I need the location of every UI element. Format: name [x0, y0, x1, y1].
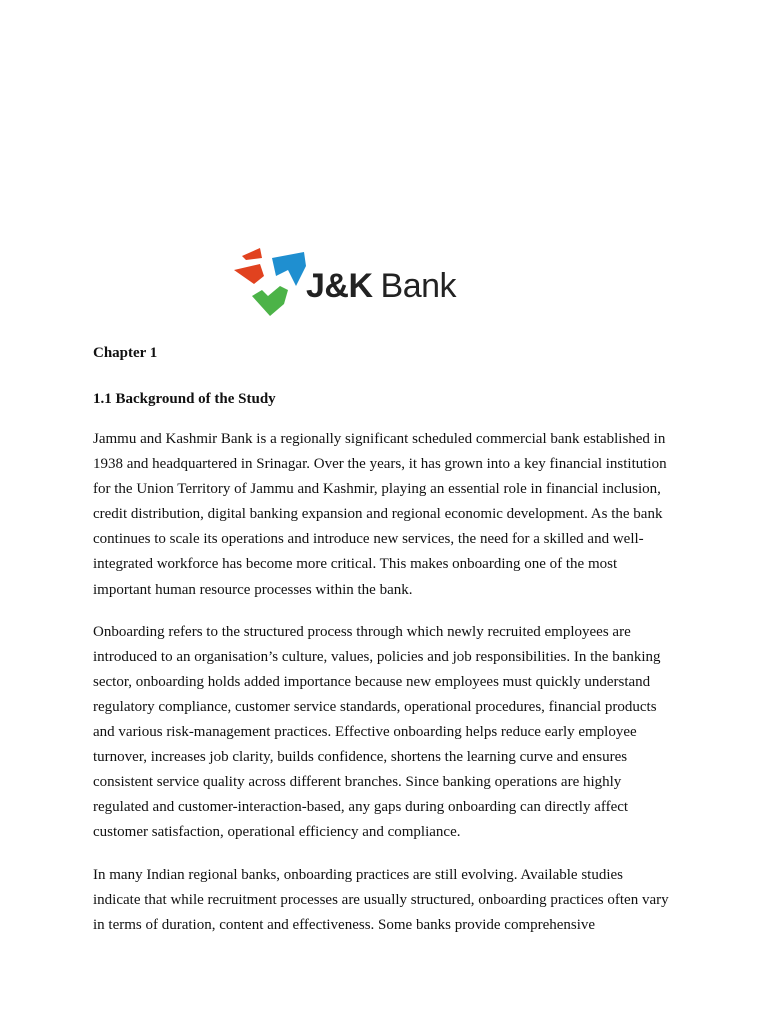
logo-wordmark [306, 267, 456, 306]
section-heading: 1.1 Background of the Study [93, 391, 276, 407]
jk-bank-logo [232, 246, 482, 322]
logo-blue-shape [272, 252, 306, 286]
paragraph-3: In many Indian regional banks, onboarding practices are still evolving. Available studies indicate that while recruitment processes are usually structured, onboarding practices often vary in terms of duration, content and effectiveness. Some banks provide comprehensive [93, 866, 669, 933]
logo-green-shape [252, 286, 288, 316]
paragraph-2: Onboarding refers to the structured process through which newly recruited employees are introduced to an organisation’s culture, values, policies and job responsibilities. In the banking sector, onboarding holds added importance because new employees must quickly understand regulatory compliance, customer service standards, operational procedures, financial products and various risk-management practices. Effective onboarding helps reduce early employee turnover, increases job clarity, builds confidence, shortens the learning curve and ensures consistent service quality across different branches. Since banking operations are highly regulated and customer-interaction-based, any gaps during onboarding can directly affect customer satisfaction, operational efficiency and compliance. [93, 623, 661, 841]
logo-wordmark-bank: Bank [380, 266, 457, 305]
jk-bank-emblem-icon [232, 246, 310, 322]
logo-red-top-shape [242, 248, 262, 260]
logo-red-left-shape [234, 264, 264, 284]
document-body [93, 342, 673, 955]
logo-wordmark-jk: J&K [306, 266, 373, 305]
chapter-heading: Chapter 1 [93, 345, 158, 361]
paragraph-1: Jammu and Kashmir Bank is a regionally significant scheduled commercial bank established in 1938 and headquartered in Srinagar. Over the years, it has grown into a key financial institution for the Union Territory of Jammu and Kashmir, playing an essential role in financial inclusion, credit distribution, digital banking expansion and regional economic development. As the bank continues to scale its operations and introduce new services, the need for a skilled and well-integrated workforce has become more critical. This makes onboarding one of the most important human resource processes within the bank. [93, 431, 667, 598]
